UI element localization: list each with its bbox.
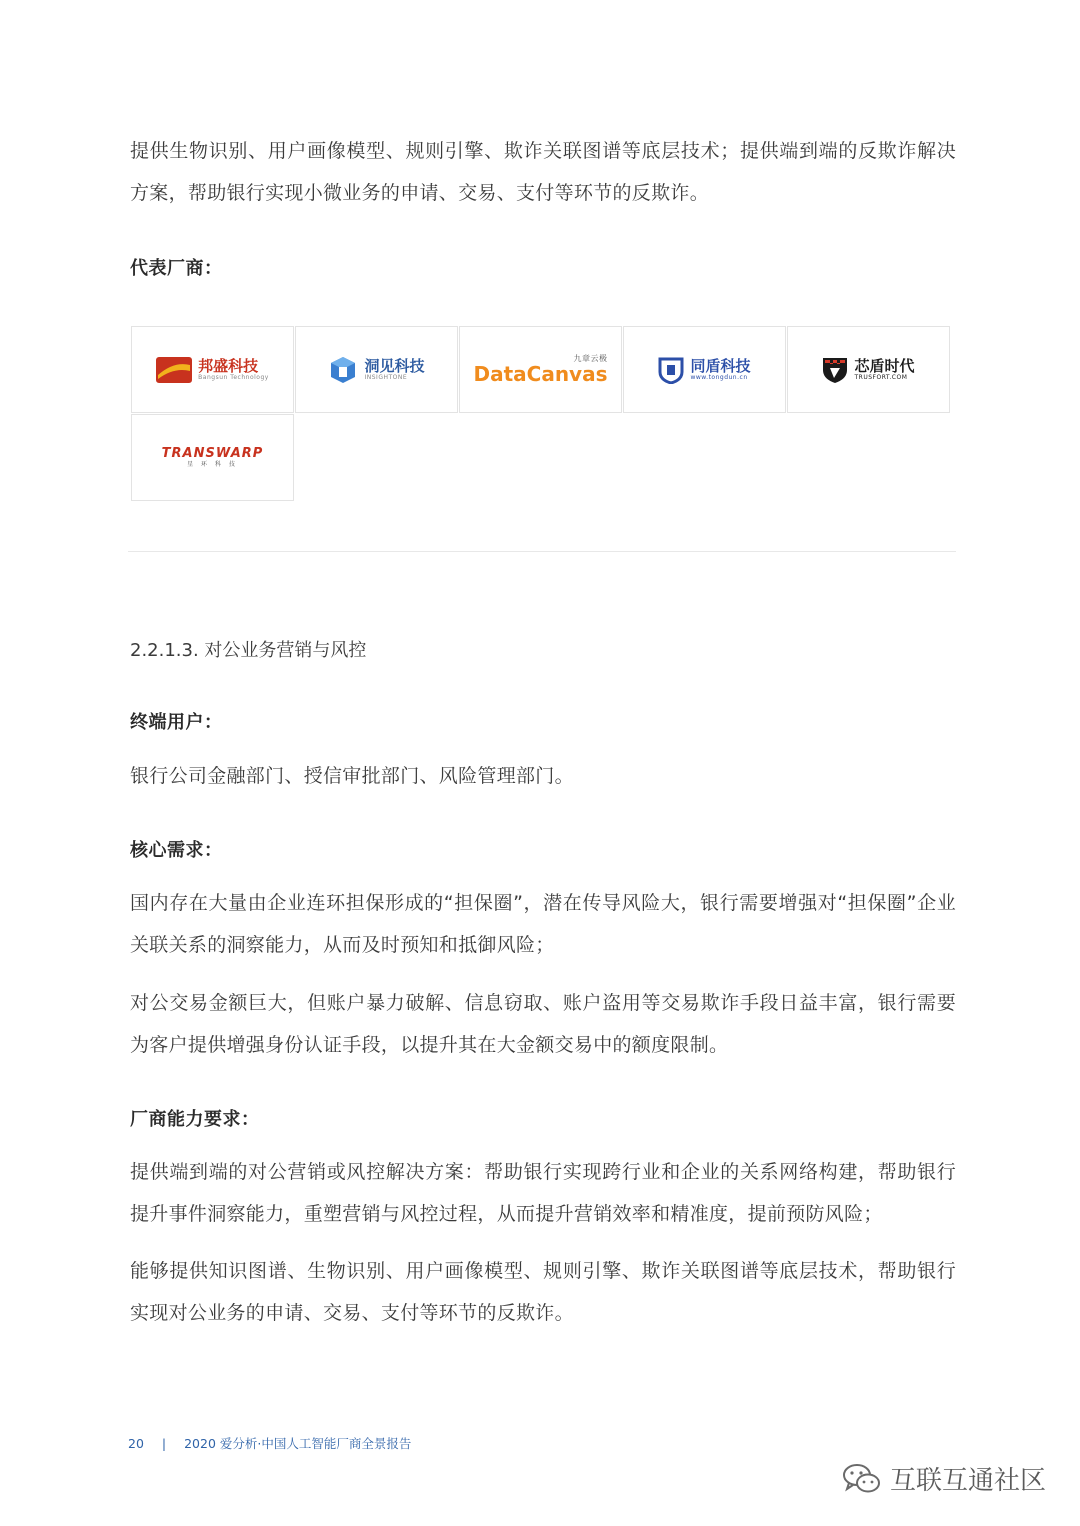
vendor-logo-tongdun bbox=[623, 326, 786, 413]
section-title: 2.2.1.3. 对公业务营销与风控 bbox=[130, 640, 367, 661]
report-title: 2020 爱分析·中国人工智能厂商全景报告 bbox=[184, 1436, 412, 1451]
trusfort-shield-icon bbox=[822, 356, 848, 384]
footer-separator: | bbox=[161, 1436, 167, 1451]
vendor-name: 同盾科技 bbox=[690, 356, 751, 375]
core-need-paragraph: 国内存在大量由企业连环担保形成的“担保圈”，潜在传导风险大，银行需要增强对“担保圈”企业关联关系的洞察能力，从而及时预知和抵御风险； bbox=[130, 892, 956, 956]
vendor-sub: TRUSFORT.COM bbox=[854, 373, 908, 381]
watermark-text: 互联互通社区 bbox=[889, 1466, 1046, 1496]
bangsun-mark-icon bbox=[156, 357, 192, 383]
intro-paragraph: 提供生物识别、用户画像模型、规则引擎、欺诈关联图谱等底层技术；提供端到端的反欺诈解决方案，帮助银行实现小微业务的申请、交易、支付等环节的反欺诈。 bbox=[130, 140, 956, 204]
tongdun-shield-icon bbox=[658, 356, 684, 384]
vendor-logo-transwarp bbox=[131, 414, 294, 501]
vendor-name: 邦盛科技 bbox=[198, 356, 259, 375]
vendor-logo-datacanvas bbox=[459, 326, 622, 413]
core-needs-heading: 核心需求： bbox=[130, 840, 223, 861]
insightone-cube-icon bbox=[328, 355, 358, 385]
vendor-req-paragraph: 能够提供知识图谱、生物识别、用户画像模型、规则引擎、欺诈关联图谱等底层技术，帮助银行实现对公业务的申请、交易、支付等环节的反欺诈。 bbox=[130, 1260, 956, 1324]
vendors-heading: 代表厂商： bbox=[130, 258, 223, 279]
vendor-logo-bangsun bbox=[131, 326, 294, 413]
core-need-paragraph: 对公交易金额巨大，但账户暴力破解、信息窃取、账户盗用等交易欺诈手段日益丰富，银行需要为客户提供增强身份认证手段，以提升其在大金额交易中的额度限制。 bbox=[130, 992, 956, 1056]
vendor-sub: INSIGHTONE bbox=[364, 373, 408, 381]
section-divider bbox=[128, 551, 956, 552]
vendor-sub: 星 环 科 技 bbox=[187, 461, 238, 468]
vendor-sub: Bangsun Technology bbox=[198, 373, 269, 381]
vendor-name: TRANSWARP bbox=[161, 446, 264, 461]
end-users-heading: 终端用户： bbox=[130, 712, 223, 733]
vendor-name: 洞见科技 bbox=[364, 356, 425, 375]
vendor-sub: 九章云极 bbox=[573, 353, 608, 363]
page-number: 20 bbox=[128, 1436, 144, 1451]
wechat-icon bbox=[842, 1462, 882, 1496]
vendor-sub: www.tongdun.cn bbox=[690, 373, 748, 381]
vendor-req-heading: 厂商能力要求： bbox=[130, 1109, 260, 1130]
vendor-req-paragraph: 提供端到端的对公营销或风控解决方案：帮助银行实现跨行业和企业的关系网络构建，帮助银行提升事件洞察能力，重塑营销与风控过程，从而提升营销效率和精准度，提前预防风险； bbox=[130, 1161, 956, 1225]
vendor-logo-insightone bbox=[295, 326, 458, 413]
vendor-logo-trusfort bbox=[787, 326, 950, 413]
vendor-logo-grid bbox=[131, 326, 952, 501]
watermark bbox=[842, 1460, 1046, 1497]
end-users-text: 银行公司金融部门、授信审批部门、风险管理部门。 bbox=[130, 765, 574, 787]
vendor-name: DataCanvas bbox=[473, 361, 608, 386]
page-footer bbox=[128, 1434, 425, 1452]
vendor-name: 芯盾时代 bbox=[854, 356, 915, 375]
